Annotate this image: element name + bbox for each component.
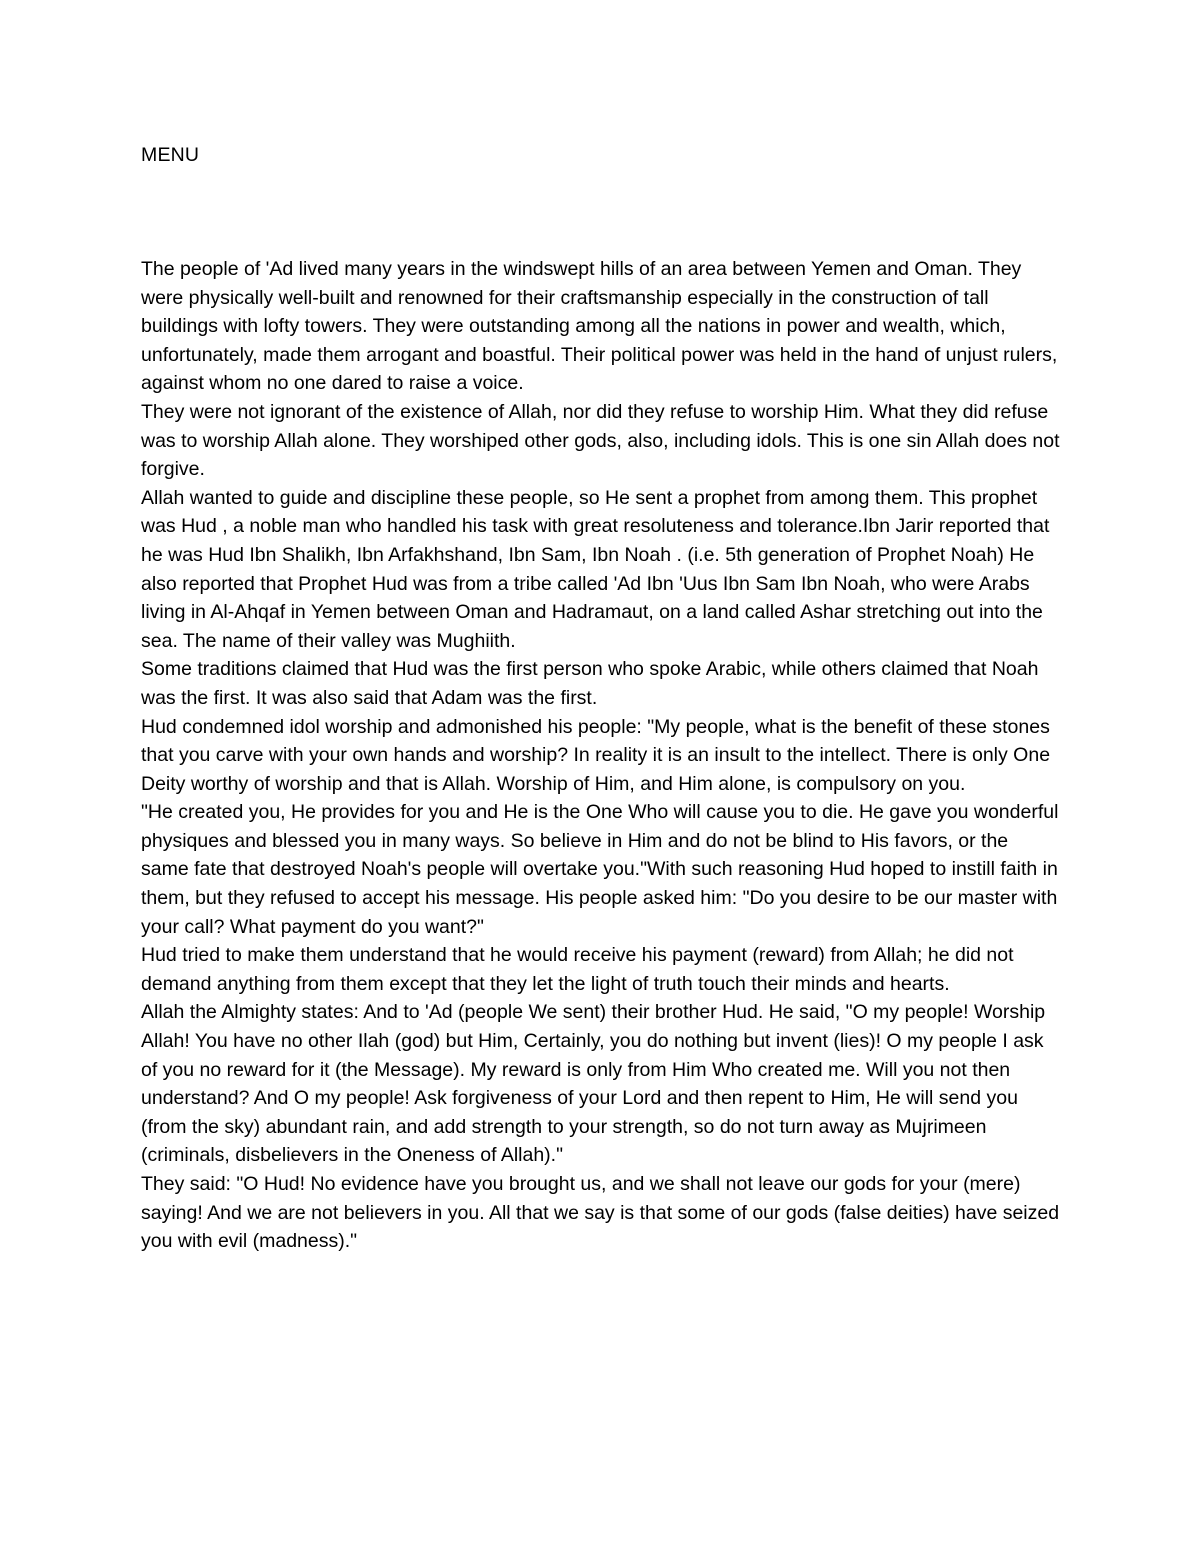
document-body: [141, 255, 1061, 1256]
paragraph: Allah wanted to guide and discipline these people, so He sent a prophet from among them. This prophet was Hud , a noble man who handled his task with great resoluteness and tolerance.Ibn Jarir reported that he was Hud Ibn Shalikh, Ibn Arfakhshand, Ibn Sam, Ibn Noah . (i.e. 5th generation of Prophet Noah) He also reported that Prophet Hud was from a tribe called 'Ad Ibn 'Uus Ibn Sam Ibn Noah, who were Arabs living in Al-Ahqaf in Yemen between Oman and Hadramaut, on a land called Ashar stretching out into the sea. The name of their valley was Mughiith.: [141, 486, 1050, 652]
paragraph: Hud condemned idol worship and admonished his people: "My people, what is the benefit of these stones that you carve with your own hands and worship? In reality it is an insult to the intellect. There is only One Deity worthy of worship and that is Allah. Worship of Him, and Him alone, is compulsory on you.: [141, 715, 1051, 795]
paragraph: The people of 'Ad lived many years in the windswept hills of an area between Yemen and Oman. They were physically well-built and renowned for their craftsmanship especially in the construction of tall buildings with lofty towers. They were outstanding among all the nations in power and wealth, which, unfortunately, made them arrogant and boastful. Their political power was held in the hand of unjust rulers, against whom no one dared to raise a voice.: [141, 258, 1058, 395]
paragraph: They said: "O Hud! No evidence have you brought us, and we shall not leave our gods for your (mere) saying! And we are not believers in you. All that we say is that some of our gods (false deities) have seized you with evil (madness).": [141, 1173, 1060, 1253]
paragraph: "He created you, He provides for you and He is the One Who will cause you to die. He gave you wonderful physiques and blessed you in many ways. So believe in Him and do not be blind to His favors, or the same fate that destroyed Noah's people will overtake you."With such reasoning Hud hoped to instill faith in them, but they refused to accept his message. His people asked him: "Do you desire to be our master with your call? What payment do you want?": [141, 801, 1059, 938]
paragraph: They were not ignorant of the existence of Allah, nor did they refuse to worship Him. What they did refuse was to worship Allah alone. They worshiped other gods, also, including idols. This is one sin Allah does not forgive.: [141, 400, 1060, 481]
paragraph: Some traditions claimed that Hud was the first person who spoke Arabic, while others claimed that Noah was the first. It was also said that Adam was the first.: [141, 658, 1039, 709]
menu-label: MENU: [141, 144, 200, 166]
paragraph: Allah the Almighty states: And to 'Ad (people We sent) their brother Hud. He said, "O my people! Worship Allah! You have no other Ilah (god) but Him, Certainly, you do nothing but invent (lies)! O my people I ask of you no reward for it (the Message). My reward is only from Him Who created me. Will you not then understand? And O my people! Ask forgiveness of your Lord and then repent to Him, He will send you (from the sky) abundant rain, and add strength to your strength, so do not turn away as Mujrimeen (criminals, disbelievers in the Oneness of Allah).": [141, 1001, 1046, 1167]
paragraph: Hud tried to make them understand that he would receive his payment (reward) from Allah; he did not demand anything from them except that they let the light of truth touch their minds and hearts.: [141, 944, 1014, 995]
